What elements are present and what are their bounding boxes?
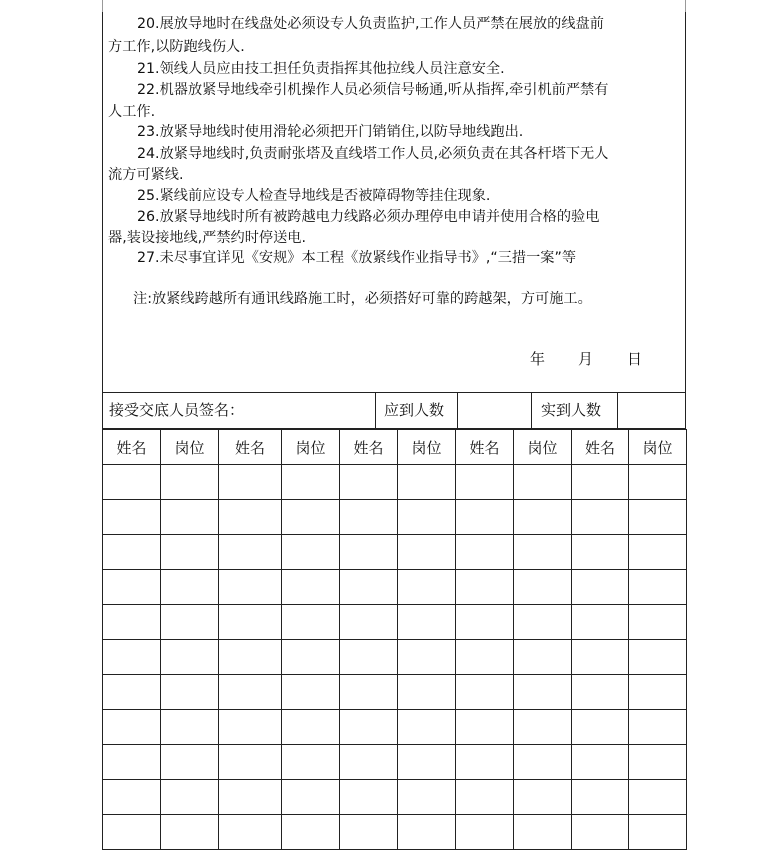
- post-cell[interactable]: [514, 640, 572, 675]
- name-cell[interactable]: [340, 535, 398, 570]
- post-cell[interactable]: [398, 465, 456, 500]
- name-cell[interactable]: [572, 745, 629, 780]
- post-cell[interactable]: [398, 640, 456, 675]
- header-post: 岗位: [282, 430, 340, 465]
- post-cell[interactable]: [629, 605, 687, 640]
- name-cell[interactable]: [572, 605, 629, 640]
- paragraph-27-line-1: 27.未尽事宜详见《安规》本工程《放紧线作业指导书》,“三措一案”等: [137, 250, 577, 266]
- header-post: 岗位: [161, 430, 219, 465]
- name-cell[interactable]: [456, 710, 514, 745]
- paragraph-20-line-1: 20.展放导地时在线盘处必须设专人负责监护,工作人员严禁在展放的线盘前: [137, 16, 604, 32]
- name-cell[interactable]: [219, 605, 282, 640]
- table-row: [103, 465, 687, 500]
- name-cell[interactable]: [572, 710, 629, 745]
- name-cell[interactable]: [340, 640, 398, 675]
- post-cell[interactable]: [282, 675, 340, 710]
- name-cell[interactable]: [103, 780, 161, 815]
- name-cell[interactable]: [456, 640, 514, 675]
- table-row: [103, 745, 687, 780]
- post-cell[interactable]: [282, 815, 340, 850]
- post-cell[interactable]: [514, 815, 572, 850]
- header-name: 姓名: [572, 430, 629, 465]
- post-cell[interactable]: [398, 675, 456, 710]
- post-cell[interactable]: [398, 780, 456, 815]
- table-row: [103, 780, 687, 815]
- name-cell[interactable]: [103, 465, 161, 500]
- post-cell[interactable]: [282, 500, 340, 535]
- name-cell[interactable]: [340, 710, 398, 745]
- post-cell[interactable]: [398, 605, 456, 640]
- post-cell[interactable]: [629, 535, 687, 570]
- name-cell[interactable]: [219, 535, 282, 570]
- post-cell[interactable]: [161, 640, 219, 675]
- header-name: 姓名: [456, 430, 514, 465]
- name-cell[interactable]: [340, 745, 398, 780]
- post-cell[interactable]: [514, 570, 572, 605]
- post-cell[interactable]: [161, 605, 219, 640]
- name-cell[interactable]: [340, 465, 398, 500]
- post-cell[interactable]: [282, 780, 340, 815]
- name-cell[interactable]: [572, 780, 629, 815]
- table-row: [103, 815, 687, 850]
- name-cell[interactable]: [340, 815, 398, 850]
- post-cell[interactable]: [398, 710, 456, 745]
- table-row: [103, 535, 687, 570]
- signature-row: [102, 393, 686, 429]
- paragraph-24-line-1: 24.放紧导地线时,负责耐张塔及直线塔工作人员,必须负责在其各杆塔下无人: [137, 146, 609, 162]
- post-cell[interactable]: [161, 745, 219, 780]
- post-cell[interactable]: [282, 640, 340, 675]
- post-cell[interactable]: [629, 570, 687, 605]
- post-cell[interactable]: [161, 570, 219, 605]
- table-row: [103, 640, 687, 675]
- header-name: 姓名: [340, 430, 398, 465]
- name-cell[interactable]: [219, 500, 282, 535]
- name-cell[interactable]: [103, 500, 161, 535]
- name-cell[interactable]: [103, 605, 161, 640]
- actual-count-label: 实到人数: [531, 393, 617, 428]
- name-cell[interactable]: [572, 640, 629, 675]
- name-cell[interactable]: [103, 535, 161, 570]
- table-row: [103, 605, 687, 640]
- date-year: 年: [530, 350, 546, 368]
- personnel-table: [102, 429, 687, 850]
- date-day: 日: [627, 350, 643, 368]
- post-cell[interactable]: [398, 815, 456, 850]
- post-cell[interactable]: [629, 815, 687, 850]
- note-text: 注:放紧线跨越所有通讯线路施工时，必须搭好可靠的跨越架，方可施工。: [133, 291, 592, 307]
- post-cell[interactable]: [629, 500, 687, 535]
- post-cell[interactable]: [398, 535, 456, 570]
- post-cell[interactable]: [161, 465, 219, 500]
- name-cell[interactable]: [103, 640, 161, 675]
- name-cell[interactable]: [219, 780, 282, 815]
- paragraph-21-line-1: 21.领线人员应由技工担任负责指挥其他拉线人员注意安全.: [137, 61, 505, 77]
- header-post: 岗位: [629, 430, 687, 465]
- name-cell[interactable]: [219, 640, 282, 675]
- name-cell[interactable]: [456, 745, 514, 780]
- paragraph-22-line-1: 22.机器放紧导地线牵引机操作人员必须信号畅通,听从指挥,牵引机前严禁有: [137, 82, 609, 98]
- expected-count-field[interactable]: [457, 393, 531, 428]
- post-cell[interactable]: [282, 465, 340, 500]
- name-cell[interactable]: [219, 570, 282, 605]
- name-cell[interactable]: [219, 710, 282, 745]
- paragraph-26-line-1: 26.放紧导地线时所有被跨越电力线路必须办理停电申请并使用合格的验电: [137, 209, 600, 225]
- post-cell[interactable]: [514, 465, 572, 500]
- signature-label: 接受交底人员签名：: [109, 401, 245, 419]
- post-cell[interactable]: [398, 570, 456, 605]
- name-cell[interactable]: [340, 780, 398, 815]
- name-cell[interactable]: [456, 570, 514, 605]
- name-cell[interactable]: [456, 780, 514, 815]
- name-cell[interactable]: [456, 535, 514, 570]
- name-cell[interactable]: [103, 675, 161, 710]
- name-cell[interactable]: [456, 815, 514, 850]
- name-cell[interactable]: [572, 465, 629, 500]
- post-cell[interactable]: [514, 675, 572, 710]
- paragraph-22-line-2: 人工作.: [108, 104, 156, 120]
- name-cell[interactable]: [456, 605, 514, 640]
- post-cell[interactable]: [161, 535, 219, 570]
- post-cell[interactable]: [282, 745, 340, 780]
- table-row: [103, 570, 687, 605]
- post-cell[interactable]: [161, 500, 219, 535]
- date-month: 月: [578, 350, 594, 368]
- post-cell[interactable]: [629, 465, 687, 500]
- post-cell[interactable]: [161, 710, 219, 745]
- table-header-row: [103, 430, 687, 465]
- expected-count-label: 应到人数: [375, 393, 457, 428]
- paragraph-23-line-1: 23.放紧导地线时使用滑轮必须把开门销销住,以防导地线跑出.: [137, 124, 524, 140]
- paragraph-25-line-1: 25.紧线前应设专人检查导地线是否被障碍物等挂住现象.: [137, 188, 491, 204]
- post-cell[interactable]: [514, 535, 572, 570]
- post-cell[interactable]: [629, 710, 687, 745]
- post-cell[interactable]: [629, 675, 687, 710]
- name-cell[interactable]: [219, 815, 282, 850]
- post-cell[interactable]: [282, 710, 340, 745]
- name-cell[interactable]: [572, 500, 629, 535]
- name-cell[interactable]: [219, 745, 282, 780]
- name-cell[interactable]: [219, 675, 282, 710]
- table-row: [103, 500, 687, 535]
- paragraph-20-line-2: 方工作,以防跑线伤人.: [108, 39, 245, 55]
- name-cell[interactable]: [456, 465, 514, 500]
- name-cell[interactable]: [219, 465, 282, 500]
- post-cell[interactable]: [629, 745, 687, 780]
- header-post: 岗位: [514, 430, 572, 465]
- header-name: 姓名: [103, 430, 161, 465]
- name-cell[interactable]: [456, 500, 514, 535]
- post-cell[interactable]: [161, 815, 219, 850]
- post-cell[interactable]: [514, 780, 572, 815]
- name-cell[interactable]: [456, 675, 514, 710]
- name-cell[interactable]: [103, 815, 161, 850]
- name-cell[interactable]: [572, 815, 629, 850]
- post-cell[interactable]: [629, 780, 687, 815]
- name-cell[interactable]: [572, 570, 629, 605]
- actual-count-field[interactable]: [617, 393, 685, 428]
- post-cell[interactable]: [514, 710, 572, 745]
- name-cell[interactable]: [103, 710, 161, 745]
- post-cell[interactable]: [282, 570, 340, 605]
- header-post: 岗位: [398, 430, 456, 465]
- name-cell[interactable]: [572, 675, 629, 710]
- post-cell[interactable]: [282, 605, 340, 640]
- name-cell[interactable]: [340, 675, 398, 710]
- name-cell[interactable]: [572, 535, 629, 570]
- name-cell[interactable]: [340, 570, 398, 605]
- post-cell[interactable]: [514, 500, 572, 535]
- table-row: [103, 675, 687, 710]
- post-cell[interactable]: [398, 745, 456, 780]
- name-cell[interactable]: [103, 745, 161, 780]
- name-cell[interactable]: [340, 500, 398, 535]
- post-cell[interactable]: [398, 500, 456, 535]
- paragraph-24-line-2: 流方可紧线.: [108, 167, 184, 183]
- post-cell[interactable]: [514, 605, 572, 640]
- post-cell[interactable]: [514, 745, 572, 780]
- post-cell[interactable]: [282, 535, 340, 570]
- name-cell[interactable]: [103, 570, 161, 605]
- table-row: [103, 710, 687, 745]
- header-name: 姓名: [219, 430, 282, 465]
- name-cell[interactable]: [340, 605, 398, 640]
- post-cell[interactable]: [161, 675, 219, 710]
- post-cell[interactable]: [161, 780, 219, 815]
- post-cell[interactable]: [629, 640, 687, 675]
- paragraph-26-line-2: 器,装设接地线,严禁约时停送电.: [108, 230, 306, 246]
